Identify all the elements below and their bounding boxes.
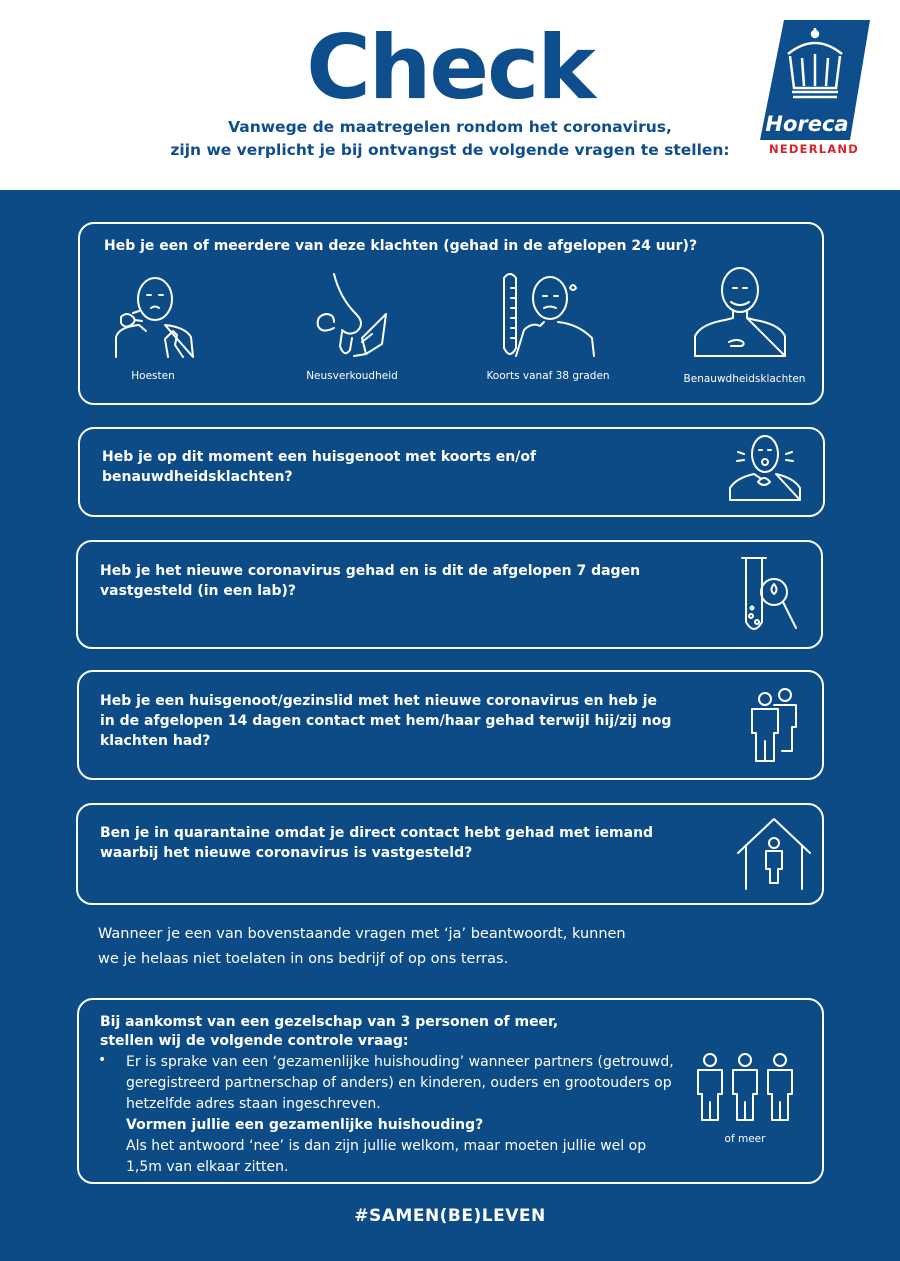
runny-nose-icon [312, 272, 392, 360]
question-line: Heb je een huisgenoot/gezinslid met het nieuwe coronavirus en heb je [100, 693, 658, 709]
question-symptoms: Heb je een of meerdere van deze klachten (gehad in de afgelopen 24 uur)? [104, 238, 698, 254]
question-line: klachten had? [100, 733, 211, 749]
shortness-of-breath-icon [693, 264, 787, 360]
group-question-line: Bij aankomst van een gezelschap van 3 personen of meer, [100, 1014, 559, 1030]
group-body [126, 1052, 686, 1178]
logo-brand: Horeca [765, 112, 849, 136]
body-line: Er is sprake van een ‘gezamenlijke huishouding’ wanneer partners (getrouwd, [126, 1054, 674, 1070]
symptom-label: Hoesten [131, 370, 175, 382]
symptom-label: Neusverkoudheid [306, 370, 398, 382]
subtitle-line: Vanwege de maatregelen rondom het coronavirus, [228, 118, 672, 136]
question-line: benauwdheidsklachten? [102, 469, 293, 485]
question-contact [100, 691, 700, 751]
lab-test-icon [738, 556, 798, 634]
body-line: geregistreerd partnerschap of anders) en kinderen, ouders en grootouders op [126, 1075, 672, 1091]
group-question-line: stellen wij de volgende controle vraag: [100, 1033, 409, 1049]
group-question [100, 1013, 570, 1051]
three-people-icon [694, 1052, 798, 1124]
question-lab-test [100, 561, 700, 601]
refusal-note [98, 922, 658, 972]
symptom-label: Koorts vanaf 38 graden [486, 370, 610, 382]
logo-subtitle: NEDERLAND [769, 142, 859, 156]
footer-hashtag: #SAMEN(BE)LEVEN [354, 1206, 546, 1226]
note-line: Wanneer je een van bovenstaande vragen met ‘ja’ beantwoordt, kunnen [98, 926, 626, 942]
body-line: Als het antwoord ‘nee’ is dan zijn jullie welkom, maar moeten jullie wel op [126, 1138, 647, 1154]
note-line: we je helaas niet toelaten in ons bedrijf of op ons terras. [98, 951, 509, 967]
page-subtitle [150, 116, 750, 162]
subtitle-line: zijn we verplicht je bij ontvangst de volgende vragen te stellen: [170, 141, 730, 159]
two-people-icon [746, 685, 802, 765]
page-title: Check [306, 16, 594, 119]
symptom-label: Benauwdheidsklachten [683, 373, 806, 385]
three-people-label: of meer [724, 1133, 766, 1145]
bullet: • [98, 1052, 107, 1068]
body-line: hetzelfde adres staan ingeschreven. [126, 1096, 381, 1112]
question-housemate [102, 447, 702, 487]
question-quarantine [100, 823, 700, 863]
question-line: Heb je het nieuwe coronavirus gehad en is dit de afgelopen 7 dagen [100, 563, 641, 579]
body-bold-question: Vormen jullie een gezamenlijke huishouding? [126, 1117, 484, 1133]
question-line: in de afgelopen 14 dagen contact met hem/haar gehad terwijl hij/zij nog [100, 713, 672, 729]
sick-housemate-icon [728, 432, 802, 502]
question-line: vastgesteld (in een lab)? [100, 583, 296, 599]
quarantine-house-icon [736, 815, 812, 891]
horeca-logo [758, 18, 872, 160]
question-line: Heb je op dit moment een huisgenoot met koorts en/of [102, 449, 537, 465]
question-line: Ben je in quarantaine omdat je direct contact hebt gehad met iemand [100, 825, 654, 841]
body-line: 1,5m van elkaar zitten. [126, 1159, 289, 1175]
question-line: waarbij het nieuwe coronavirus is vastgesteld? [100, 845, 473, 861]
coughing-icon [113, 275, 197, 361]
fever-thermometer-icon [500, 268, 600, 362]
